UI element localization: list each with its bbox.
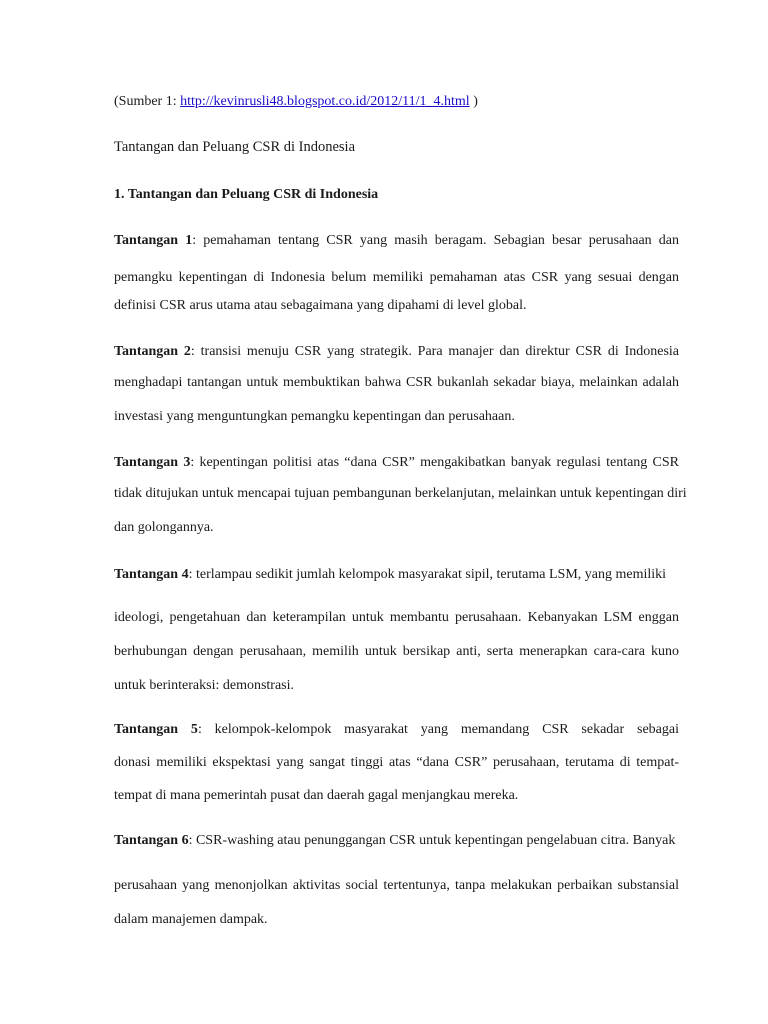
source-citation	[114, 93, 679, 111]
paragraph-1-line-2: pemangku kepentingan di Indonesia belum memiliki pemahaman atas CSR yang sesuai dengan	[114, 270, 679, 285]
paragraph-3-line-3: dan golongannya.	[114, 520, 214, 535]
paragraph-3-line-1	[114, 454, 679, 472]
paragraph-1-label: Tantangan 1	[114, 233, 193, 248]
paragraph-4-label: Tantangan 4	[114, 567, 189, 582]
paragraph-6-label: Tantangan 6	[114, 833, 189, 848]
paragraph-1-line-1	[114, 232, 679, 250]
paragraph-6-text: : CSR-washing atau penunggangan CSR untuk kepentingan pengelabuan citra. Banyak	[188, 833, 676, 848]
section-heading: 1. Tantangan dan Peluang CSR di Indonesia	[114, 187, 379, 202]
paragraph-4-line-1	[114, 566, 679, 584]
paragraph-4-line-4: untuk berinteraksi: demonstrasi.	[114, 678, 295, 693]
paragraph-5-label: Tantangan 5	[114, 722, 198, 737]
paragraph-1-text: : pemahaman tentang CSR yang masih beragam. Sebagian besar perusahaan dan	[192, 233, 680, 248]
paragraph-4-line-2: ideologi, pengetahuan dan keterampilan untuk membantu perusahaan. Kebanyakan LSM enggan	[114, 610, 679, 625]
document-title: Tantangan dan Peluang CSR di Indonesia	[114, 139, 356, 155]
paragraph-3-text: : kepentingan politisi atas “dana CSR” mengakibatkan banyak regulasi tentang CSR	[190, 455, 679, 470]
paragraph-2-label: Tantangan 2	[114, 344, 191, 359]
paragraph-6-line-2: perusahaan yang menonjolkan aktivitas social tertentunya, tanpa melakukan perbaikan substansial	[114, 878, 679, 893]
paragraph-5-line-3: tempat di mana pemerintah pusat dan daerah gagal menjangkau mereka.	[114, 788, 519, 803]
paragraph-3-label: Tantangan 3	[114, 455, 191, 470]
paragraph-5-line-2: donasi memiliki ekspektasi yang sangat tinggi atas “dana CSR” perusahaan, terutama di tempat-	[114, 755, 679, 770]
paragraph-6-line-3: dalam manajemen dampak.	[114, 912, 268, 927]
paragraph-1-line-3: definisi CSR arus utama atau sebagaimana yang dipahami di level global.	[114, 298, 527, 313]
paragraph-6-line-1	[114, 832, 679, 850]
paragraph-5-line-1	[114, 721, 679, 739]
paragraph-4-text: : terlampau sedikit jumlah kelompok masyarakat sipil, terutama LSM, yang memiliki	[188, 567, 667, 582]
source-link[interactable]: http://kevinrusli48.blogspot.co.id/2012/11/1_4.html	[180, 94, 470, 109]
paragraph-4-line-3: berhubungan dengan perusahaan, memilih untuk bersikap anti, serta menerapkan cara-cara kuno	[114, 644, 679, 659]
paragraph-2-line-3: investasi yang menguntungkan pemangku kepentingan dan perusahaan.	[114, 409, 515, 424]
paragraph-2-text: : transisi menuju CSR yang strategik. Para manajer dan direktur CSR di Indonesia	[190, 344, 679, 359]
paragraph-3-line-2: tidak ditujukan untuk mencapai tujuan pembangunan berkelanjutan, melainkan untuk kepentingan diri	[114, 486, 687, 501]
source-prefix: (Sumber 1:	[114, 94, 181, 109]
source-suffix: )	[469, 94, 478, 109]
paragraph-5-text: : kelompok-kelompok masyarakat yang memandang CSR sekadar sebagai	[197, 722, 679, 737]
paragraph-2-line-2: menghadapi tantangan untuk membuktikan bahwa CSR bukanlah sekadar biaya, melainkan adalah	[114, 375, 679, 390]
paragraph-2-line-1	[114, 343, 679, 361]
